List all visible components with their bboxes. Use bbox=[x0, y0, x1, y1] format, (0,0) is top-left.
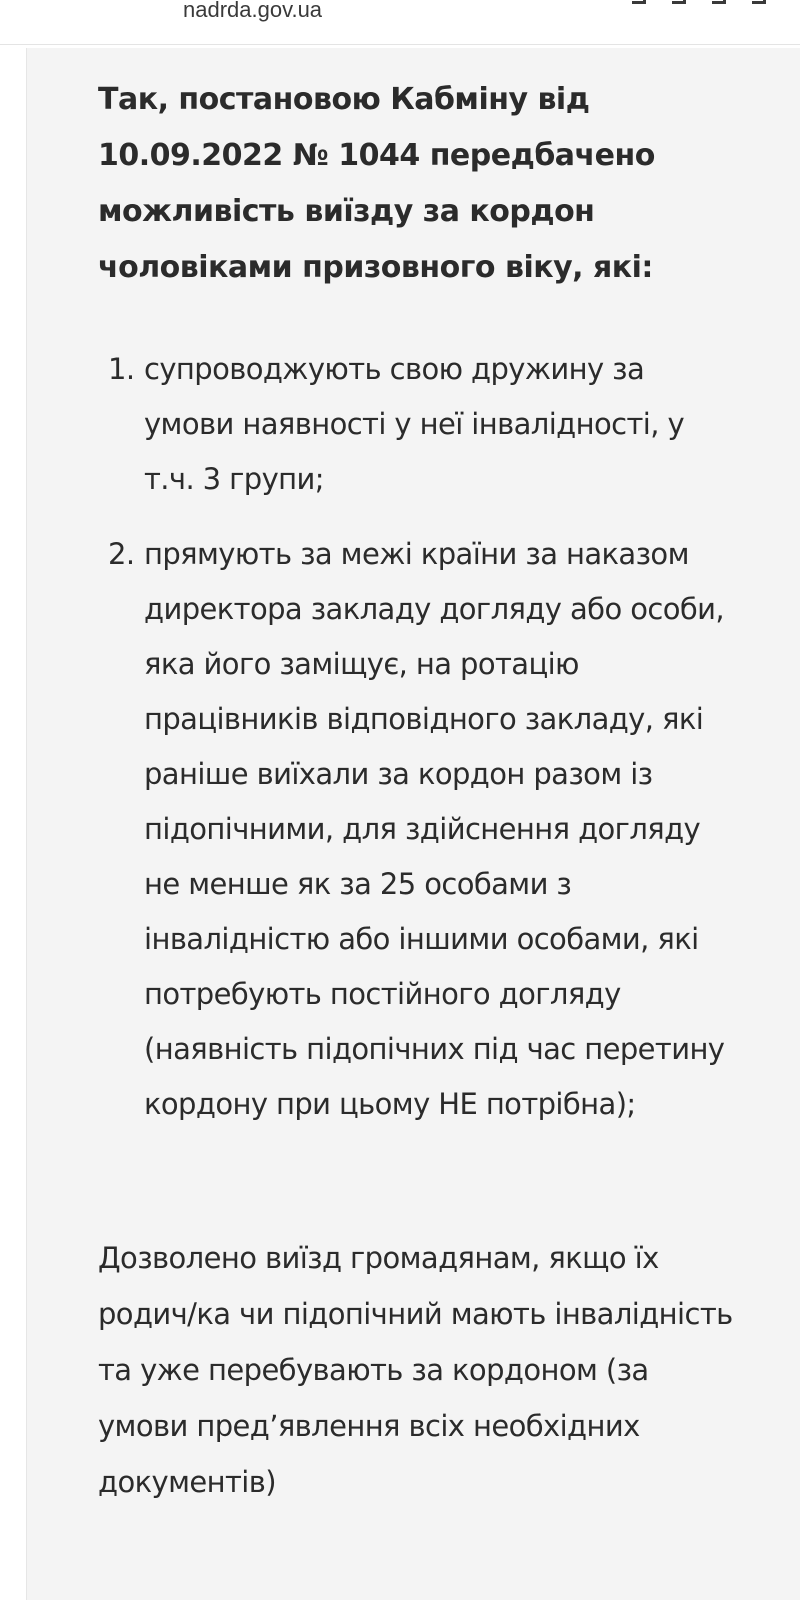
list-item-number: 2. bbox=[108, 537, 135, 571]
article-paragraph: Дозволено виїзд громадянам, якщо їх родич/ка чи підопічний мають інвалідність та уже перебувають за кордоном (за умови пред’явлення всіх необхідних документів) bbox=[98, 1241, 733, 1499]
browser-address-bar[interactable] bbox=[0, 0, 800, 45]
conditions-list bbox=[98, 342, 738, 1152]
list-item bbox=[98, 342, 738, 507]
url-text[interactable]: nadrda.gov.ua bbox=[183, 0, 323, 22]
article-heading: Так, постановою Кабміну від 10.09.2022 № 1044 передбачено можливість виїзду за кордон чоловіками призовного віку, які: bbox=[98, 82, 655, 285]
list-item-text: прямують за межі країни за наказом директора закладу догляду або особи, яка його заміщує, на ротацію працівників відповідного закладу, які раніше виїхали за кордон разом із підопічними, для здійснення догляду не менше як за 25 особами з інвалідністю або іншими особами, які потребують постійного догляду (наявність підопічних під час перетину кордону при цьому НЕ потрібна); bbox=[144, 537, 725, 1121]
toolbar-icon[interactable] bbox=[712, 0, 726, 4]
toolbar-icon[interactable] bbox=[672, 0, 686, 4]
list-item-text: супроводжують свою дружину за умови наявності у неї інвалідності, у т.ч. 3 групи; bbox=[144, 352, 685, 496]
toolbar-icon[interactable] bbox=[632, 0, 646, 4]
browser-toolbar-icons bbox=[632, 0, 782, 10]
toolbar-icon[interactable] bbox=[752, 0, 766, 4]
list-item bbox=[98, 527, 738, 1132]
list-item-number: 1. bbox=[108, 352, 135, 386]
